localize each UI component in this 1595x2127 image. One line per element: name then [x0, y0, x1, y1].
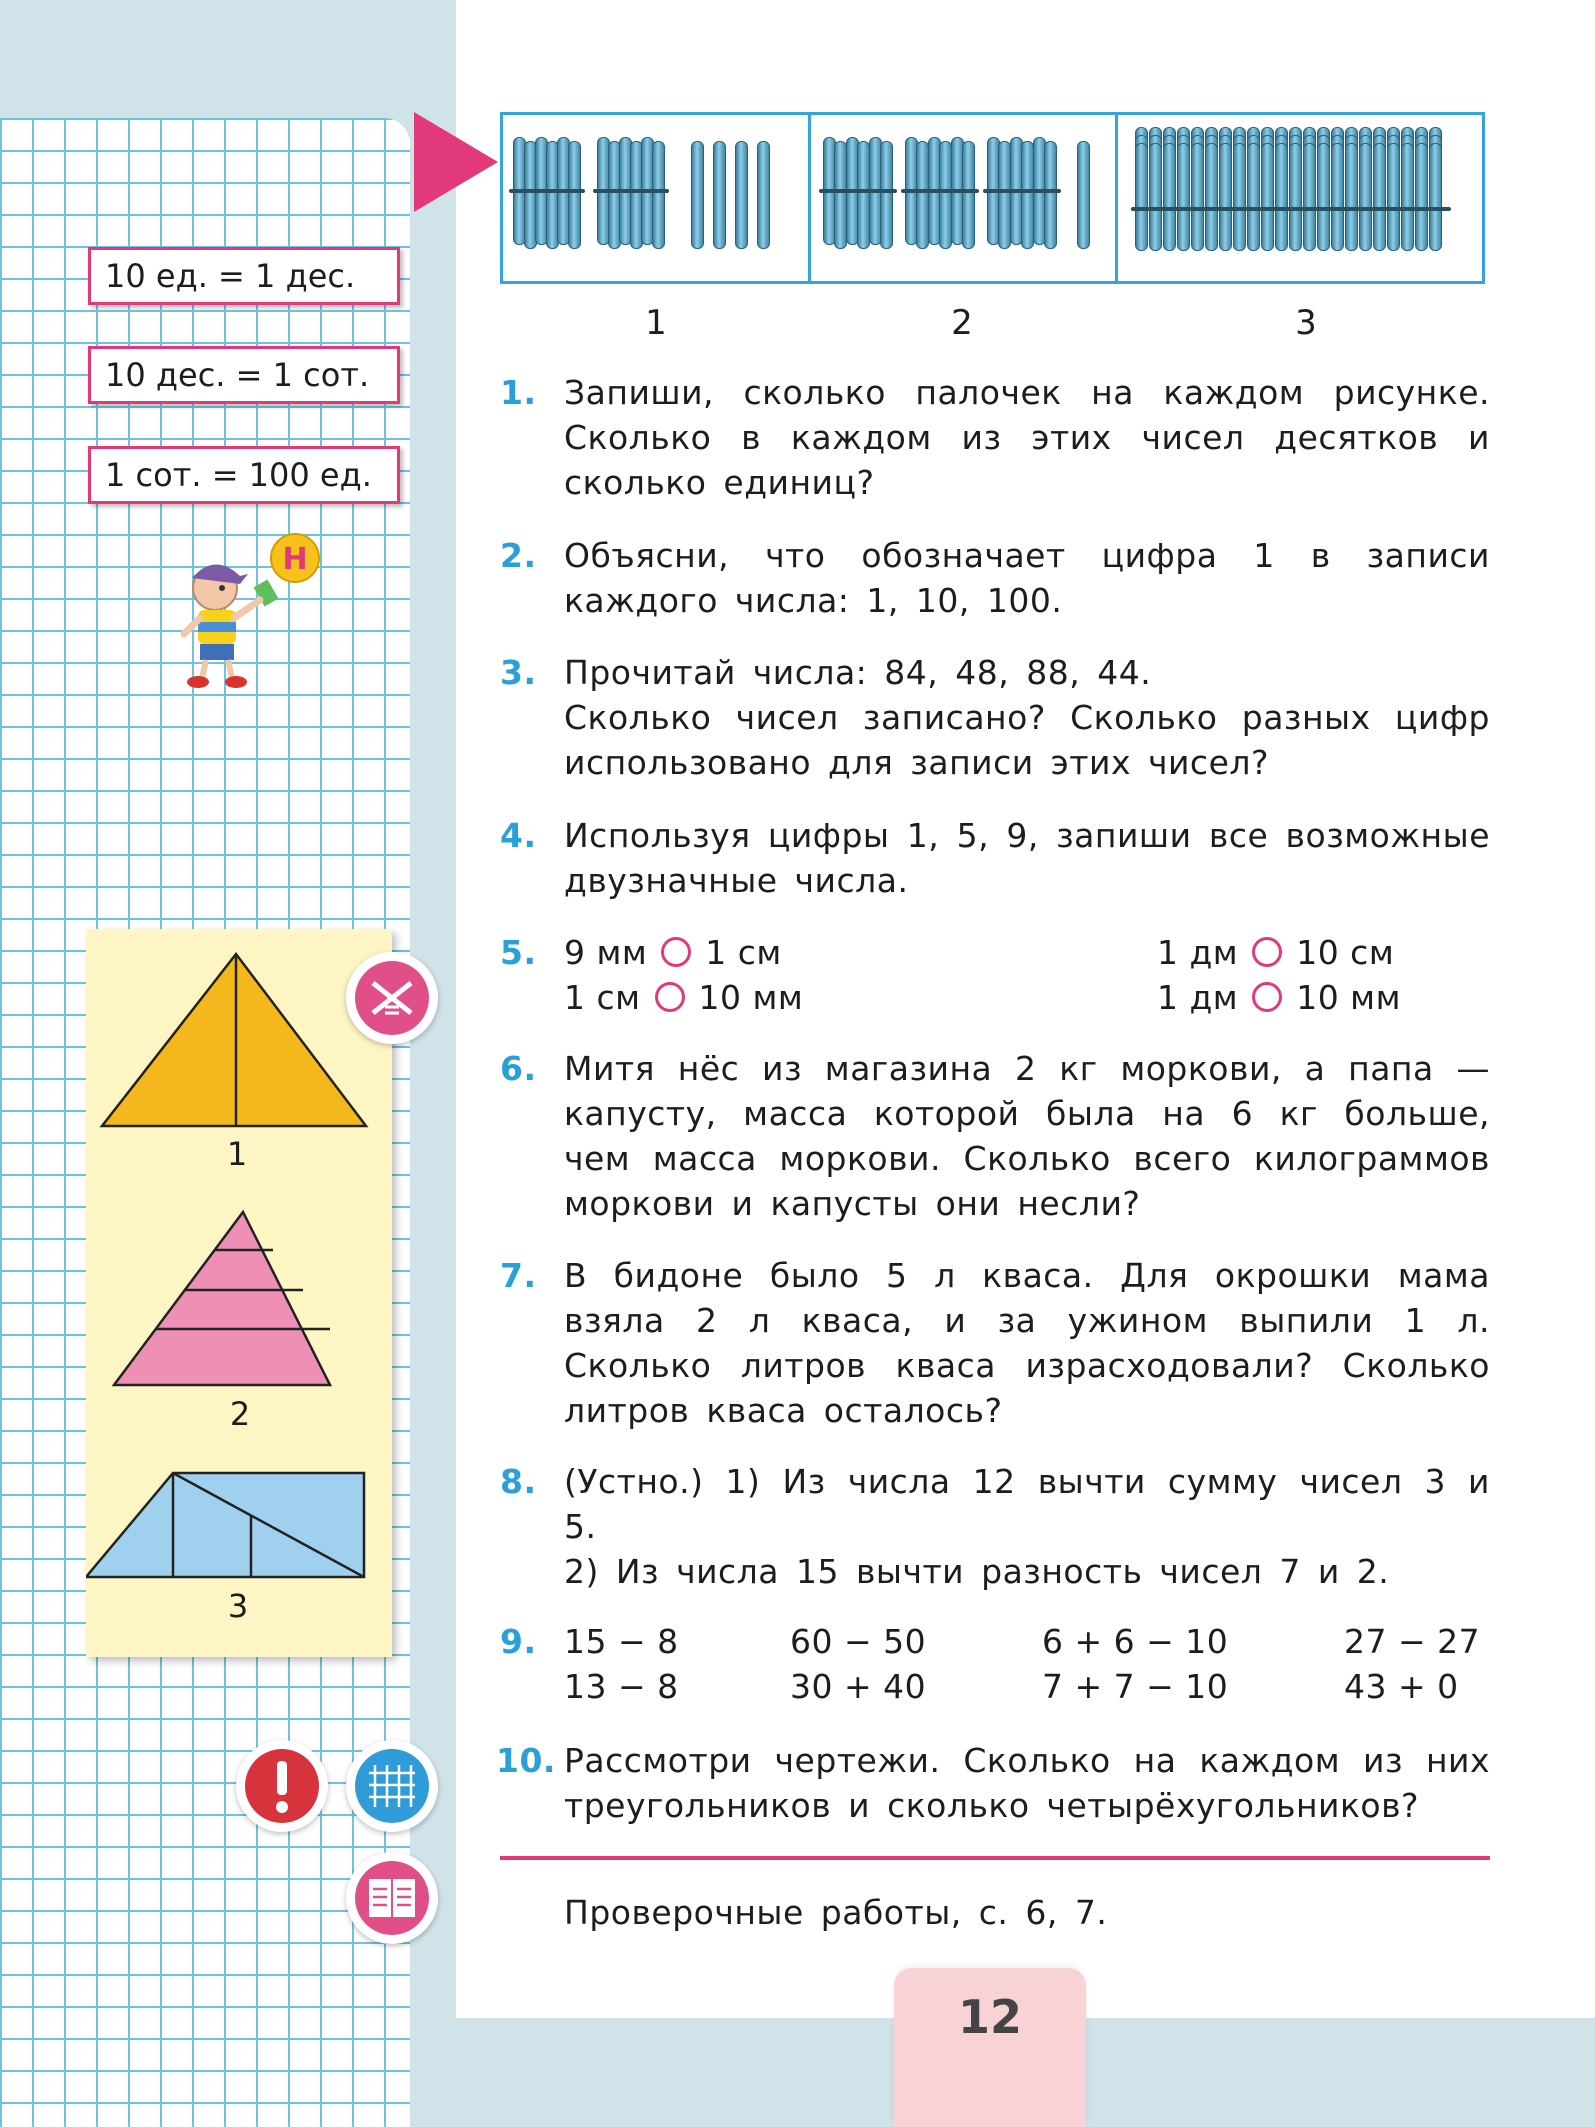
- exercise-number: 10.: [496, 1741, 556, 1780]
- exercise-text-line2: 2) Из числа 15 вычти разность чисел 7 и 2.: [564, 1552, 1390, 1591]
- exercise-7: [500, 1253, 1490, 1433]
- exercise-8: [500, 1459, 1490, 1594]
- figure-label-2: 2: [951, 303, 973, 343]
- counting-stick: [1247, 143, 1260, 251]
- comparison-circle[interactable]: [661, 937, 691, 967]
- counting-stick: [757, 141, 770, 249]
- rule-hundred-to-units: 1 сот. = 100 ед.: [88, 446, 400, 504]
- compare-icon[interactable]: [346, 952, 438, 1044]
- comparison-right: 10 см: [1296, 933, 1395, 972]
- exercise-2: [500, 533, 1490, 623]
- drawing-2-label: 2: [229, 1395, 251, 1433]
- counting-stick: [1401, 143, 1414, 251]
- bundle-band: [509, 189, 585, 193]
- comparison-right: 1 см: [705, 933, 782, 972]
- expression: 30 + 40: [790, 1667, 927, 1706]
- counting-stick: [1261, 143, 1274, 251]
- expression: 13 − 8: [564, 1667, 679, 1706]
- exercise-text-line1: Прочитай числа: 84, 48, 88, 44.: [564, 653, 1152, 692]
- expression: 15 − 8: [564, 1622, 679, 1661]
- exercise-number: 3.: [500, 653, 537, 692]
- pointer-arrow: [414, 112, 498, 212]
- comparison-left: 1 см: [564, 978, 641, 1017]
- comparison-2: [564, 975, 803, 1020]
- expression: 43 + 0: [1344, 1667, 1459, 1706]
- counting-stick: [1289, 143, 1302, 251]
- exercise-number: 6.: [500, 1049, 537, 1088]
- exercise-9: [500, 1619, 1490, 1709]
- rule-tens-to-hundreds: 10 дес. = 1 сот.: [88, 346, 400, 404]
- bundle-band: [983, 189, 1061, 193]
- comparison-circle[interactable]: [1252, 982, 1282, 1012]
- exercise-text-line2: Сколько чисел записано? Сколько разных цифр использовано для записи этих чисел?: [564, 698, 1490, 782]
- counting-stick: [1135, 143, 1148, 251]
- drawings-card: [86, 929, 392, 1657]
- drawings-svg: [86, 929, 392, 1657]
- exclamation-icon[interactable]: [236, 1740, 328, 1832]
- comparison-left: 1 дм: [1157, 933, 1239, 972]
- figure-label-3: 3: [1295, 303, 1317, 343]
- drawing-3-shape: [86, 1473, 364, 1577]
- exercise-1: [500, 370, 1490, 505]
- counting-stick: [1317, 143, 1330, 251]
- counting-stick: [880, 141, 893, 249]
- exercise-text: Объясни, что обозначает цифра 1 в записи каждого числа: 1, 10, 100.: [564, 536, 1490, 620]
- exercise-text: Используя цифры 1, 5, 9, запиши все возможные двузначные числа.: [564, 816, 1490, 900]
- counting-stick: [1191, 143, 1204, 251]
- comparison-3: [1157, 930, 1394, 975]
- counting-stick: [1205, 143, 1218, 251]
- panel-divider: [1115, 115, 1118, 281]
- page-number: 12: [957, 1990, 1022, 2044]
- sticks-panel: [500, 112, 1485, 284]
- panel-divider: [808, 115, 811, 281]
- counting-stick: [1163, 143, 1176, 251]
- hundred-band: [1131, 207, 1451, 211]
- comparison-left: 9 мм: [564, 933, 648, 972]
- exercise-3: [500, 650, 1490, 785]
- comparison-1: [564, 930, 782, 975]
- exercise-10: [496, 1738, 1490, 1828]
- counting-stick: [1415, 143, 1428, 251]
- counting-stick: [1373, 143, 1386, 251]
- footer-reference: [500, 1890, 1490, 1935]
- counting-stick: [691, 141, 704, 249]
- rule-units-to-tens: 10 ед. = 1 дес.: [88, 247, 400, 305]
- drawing-3-label: 3: [227, 1587, 249, 1625]
- drawing-2-triangle: [114, 1212, 330, 1385]
- exercise-text-line1: (Устно.) 1) Из числа 12 вычти сумму чисел 3 и 5.: [564, 1462, 1490, 1546]
- counting-stick: [1275, 143, 1288, 251]
- counting-stick: [1345, 143, 1358, 251]
- exercise-number: 9.: [500, 1622, 537, 1661]
- badge-letter: Н: [282, 542, 308, 577]
- exercise-text: В бидоне было 5 л кваса. Для окрошки мама взяла 2 л кваса, и за ужином выпили 1 л. Сколько литров кваса израсходовали? Сколько литров кваса осталось?: [564, 1256, 1490, 1430]
- comparison-right: 10 мм: [698, 978, 804, 1017]
- counting-stick: [1429, 143, 1442, 251]
- counting-stick: [713, 141, 726, 249]
- bundle-band: [819, 189, 897, 193]
- counting-stick: [735, 141, 748, 249]
- expression: 7 + 7 − 10: [1042, 1667, 1229, 1706]
- expression: 6 + 6 − 10: [1042, 1622, 1229, 1661]
- counting-stick: [568, 141, 581, 249]
- book-icon[interactable]: [346, 1852, 438, 1944]
- comparison-circle[interactable]: [655, 982, 685, 1012]
- drawing-1-triangle: [102, 954, 366, 1126]
- comparison-circle[interactable]: [1252, 937, 1282, 967]
- workbook-reference: Проверочные работы, с. 6, 7.: [564, 1893, 1108, 1932]
- exercise-number: 1.: [500, 373, 537, 412]
- counting-stick: [1077, 141, 1090, 249]
- comparison-left: 1 дм: [1157, 978, 1239, 1017]
- comparison-4: [1157, 975, 1401, 1020]
- expression: 60 − 50: [790, 1622, 927, 1661]
- counting-stick: [1044, 141, 1057, 249]
- exercise-text: Запиши, сколько палочек на каждом рисунке. Сколько в каждом из этих чисел десятков и сколько единиц?: [564, 373, 1490, 502]
- expression: 27 − 27: [1344, 1622, 1481, 1661]
- exercise-6: [500, 1046, 1490, 1226]
- bundle-band: [593, 189, 669, 193]
- exercise-text: Рассмотри чертежи. Сколько на каждом из них треугольников и сколько четырёхугольников?: [564, 1741, 1490, 1825]
- counting-stick: [652, 141, 665, 249]
- counting-stick: [1331, 143, 1344, 251]
- exercise-number: 8.: [500, 1462, 537, 1501]
- section-divider: [500, 1856, 1490, 1860]
- drawing-1-label: 1: [226, 1135, 248, 1173]
- counting-stick: [962, 141, 975, 249]
- counting-stick: [1149, 143, 1162, 251]
- counting-stick: [1303, 143, 1316, 251]
- counting-stick: [1359, 143, 1372, 251]
- exercise-number: 4.: [500, 816, 537, 855]
- bundle-band: [901, 189, 979, 193]
- counting-stick: [1219, 143, 1232, 251]
- grid-icon[interactable]: [346, 1740, 438, 1832]
- exercise-5: [500, 930, 1490, 1020]
- exercise-number: 2.: [500, 536, 537, 575]
- boy-with-lamp-illustration: [170, 530, 330, 690]
- exercise-text: Митя нёс из магазина 2 кг моркови, а папа — капусту, масса которой была на 6 кг больше, чем масса моркови. Сколько всего килограммов моркови и капусты они несли?: [564, 1049, 1490, 1223]
- exercise-4: [500, 813, 1490, 903]
- exercise-number: 5.: [500, 933, 537, 972]
- figure-label-1: 1: [645, 303, 667, 343]
- counting-stick: [1387, 143, 1400, 251]
- exercise-number: 7.: [500, 1256, 537, 1295]
- counting-stick: [1177, 143, 1190, 251]
- counting-stick: [1233, 143, 1246, 251]
- comparison-right: 10 мм: [1296, 978, 1401, 1017]
